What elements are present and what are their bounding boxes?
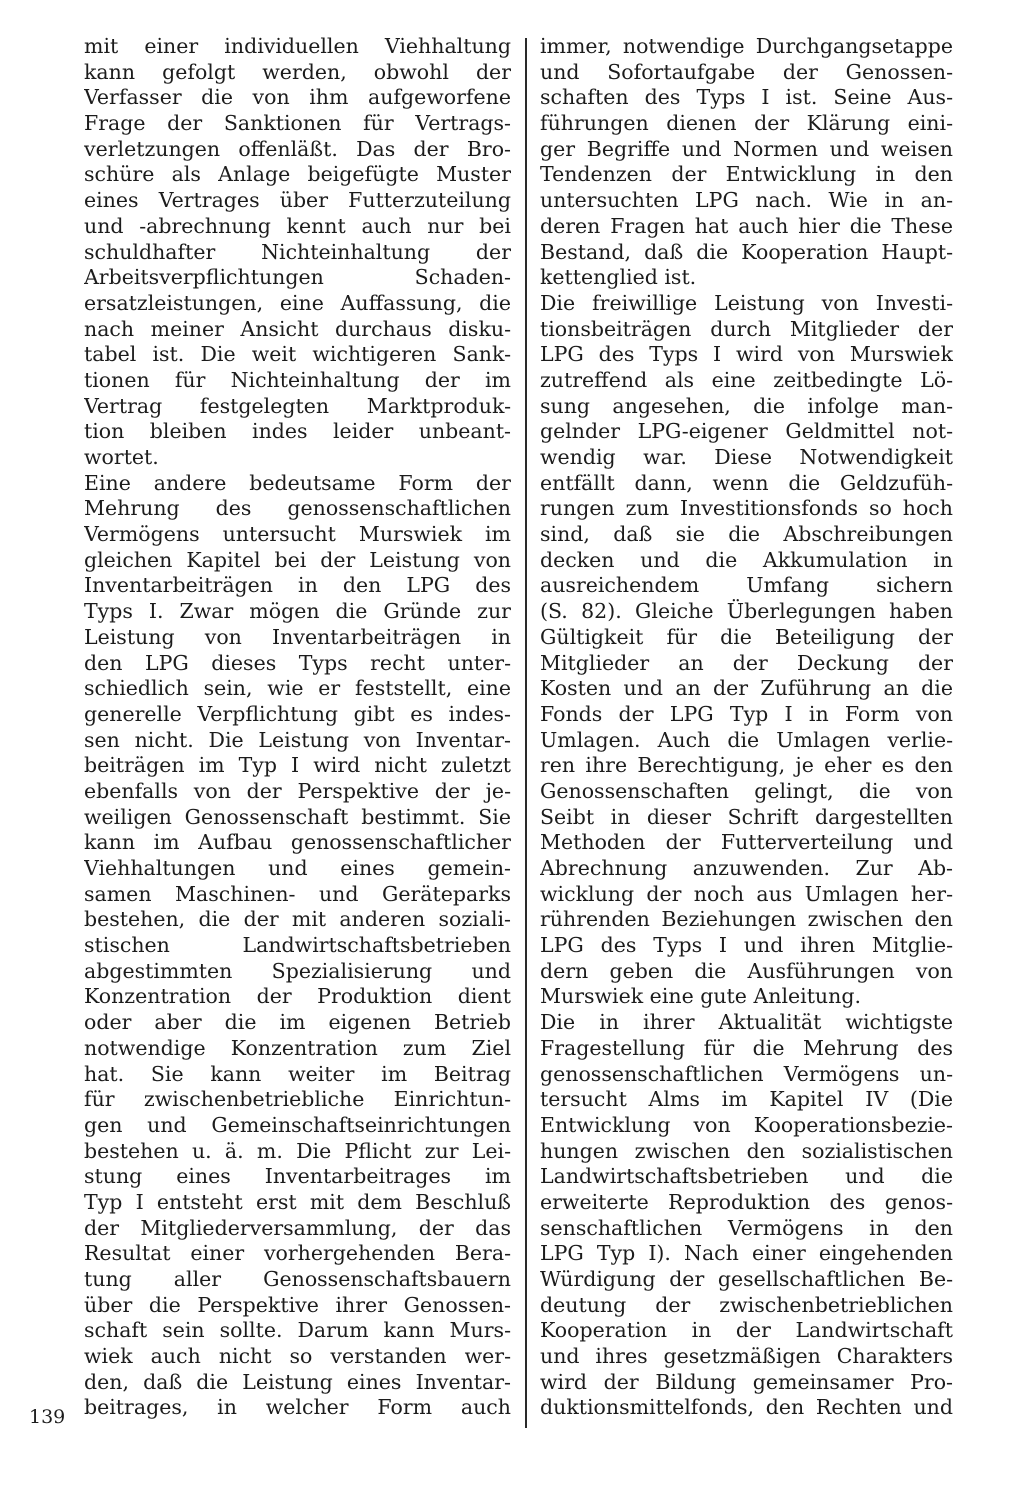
text-line: beiträgen im Typ I wird nicht zuletzt bbox=[84, 753, 511, 778]
text-line: tabel ist. Die weit wichtigeren Sank- bbox=[84, 342, 511, 367]
text-line: verletzungen offenläßt. Das der Bro- bbox=[84, 136, 511, 161]
text-line: Frage der Sanktionen für Vertrags- bbox=[84, 111, 511, 136]
text-line: schuldhafter Nichteinhaltung der bbox=[84, 239, 511, 264]
text-line: beitrages, in welcher Form auch bbox=[84, 1395, 511, 1420]
text-line: immer, notwendige Durchgangsetappe bbox=[540, 34, 953, 58]
text-line: gelnder LPG-eigener Geldmittel not- bbox=[540, 419, 953, 444]
text-line: schaften des Typs I ist. Seine Aus- bbox=[540, 85, 953, 110]
right-text-column bbox=[540, 34, 953, 1421]
text-line: (S. 82). Gleiche Überlegungen haben bbox=[540, 599, 953, 624]
text-line: wiek auch nicht so verstanden wer- bbox=[84, 1344, 511, 1369]
text-line: LPG des Typs I und ihren Mitglie- bbox=[540, 933, 953, 958]
text-line: schüre als Anlage beigefügte Muster bbox=[84, 162, 511, 187]
text-line: Tendenzen der Entwicklung in den bbox=[540, 162, 953, 187]
text-line: oder aber die im eigenen Betrieb bbox=[84, 1010, 511, 1035]
text-line: abgestimmten Spezialisierung und bbox=[84, 958, 511, 983]
text-line: Leistung von Inventarbeiträgen in bbox=[84, 624, 511, 649]
text-line: Bestand, daß die Kooperation Haupt- bbox=[540, 239, 953, 264]
text-line: genossenschaftlichen Vermögens un- bbox=[540, 1061, 953, 1086]
text-line: Mehrung des genossenschaftlichen bbox=[84, 496, 511, 521]
text-line: tionsbeiträgen durch Mitglieder der bbox=[540, 316, 953, 341]
text-line: weiligen Genossenschaft bestimmt. Sie bbox=[84, 804, 511, 829]
text-line: LPG Typ I). Nach einer eingehenden bbox=[540, 1241, 953, 1266]
text-line: tion bleiben indes leider unbeant- bbox=[84, 419, 511, 444]
text-line: Typs I. Zwar mögen die Gründe zur bbox=[84, 599, 511, 624]
text-line: deren Fragen hat auch hier die These bbox=[540, 213, 953, 238]
text-line: Inventarbeiträgen in den LPG des bbox=[84, 573, 511, 598]
text-line: rührenden Beziehungen zwischen den bbox=[540, 907, 953, 932]
text-line: ger Begriffe und Normen und weisen bbox=[540, 136, 953, 161]
text-line: sind, daß sie die Abschreibungen bbox=[540, 522, 953, 547]
text-line: notwendige Konzentration zum Ziel bbox=[84, 1035, 511, 1060]
text-line: bestehen, die der mit anderen soziali- bbox=[84, 907, 511, 932]
text-line: wendig war. Diese Notwendigkeit bbox=[540, 445, 953, 469]
text-line: den, daß die Leistung eines Inventar- bbox=[84, 1369, 511, 1394]
text-line: duktionsmittelfonds, den Rechten und bbox=[540, 1395, 953, 1420]
text-line: ausreichendem Umfang sichern bbox=[540, 573, 953, 598]
text-line: sung angesehen, die infolge man- bbox=[540, 393, 953, 418]
text-line: Eine andere bedeutsame Form der bbox=[84, 470, 511, 495]
text-line: zutreffend als eine zeitbedingte Lö- bbox=[540, 367, 953, 392]
text-line: Genossenschaften gelingt, die von bbox=[540, 778, 953, 803]
text-line: eines Vertrages über Futterzuteilung bbox=[84, 188, 511, 213]
text-line: untersuchten LPG nach. Wie in an- bbox=[540, 188, 953, 213]
text-line: Konzentration der Produktion dient bbox=[84, 984, 511, 1009]
text-line: dern geben die Ausführungen von bbox=[540, 958, 953, 983]
text-line: für zwischenbetriebliche Einrichtun- bbox=[84, 1087, 511, 1112]
text-line: mit einer individuellen Viehhaltung bbox=[84, 34, 511, 58]
text-line: LPG des Typs I wird von Murswiek bbox=[540, 342, 953, 367]
text-line: Seibt in dieser Schrift dargestellten bbox=[540, 804, 953, 829]
text-line: stung eines Inventarbeitrages im bbox=[84, 1164, 511, 1189]
text-line: generelle Verpflichtung gibt es indes- bbox=[84, 701, 511, 726]
text-line: Würdigung der gesellschaftlichen Be- bbox=[540, 1267, 953, 1291]
text-line: tersucht Alms im Kapitel IV (Die bbox=[540, 1087, 953, 1112]
text-line: Fragestellung für die Mehrung des bbox=[540, 1035, 953, 1060]
text-line: Kosten und an der Zuführung an die bbox=[540, 676, 953, 701]
text-line: erweiterte Reproduktion des genos- bbox=[540, 1189, 953, 1214]
text-line: über die Perspektive ihrer Genossen- bbox=[84, 1292, 511, 1317]
text-line: tionen für Nichteinhaltung der im bbox=[84, 367, 511, 392]
page-number: 139 bbox=[29, 1406, 66, 1428]
text-line: Arbeitsverpflichtungen Schaden- bbox=[84, 265, 511, 290]
text-line: bestehen u. ä. m. Die Pflicht zur Lei- bbox=[84, 1138, 511, 1163]
text-line: und ihres gesetzmäßigen Charakters bbox=[540, 1344, 953, 1369]
text-line: und Sofortaufgabe der Genossen- bbox=[540, 59, 953, 84]
text-line: Fonds der LPG Typ I in Form von bbox=[540, 701, 953, 726]
text-line: Methoden der Futterverteilung und bbox=[540, 830, 953, 855]
text-line: ersatzleistungen, eine Auffassung, die bbox=[84, 290, 511, 315]
text-line: tung aller Genossenschaftsbauern bbox=[84, 1267, 511, 1291]
text-line: führungen dienen der Klärung eini- bbox=[540, 111, 953, 136]
text-line: wortet. bbox=[84, 445, 159, 469]
text-line: und -abrechnung kennt auch nur bei bbox=[84, 213, 511, 238]
text-line: gleichen Kapitel bei der Leistung von bbox=[84, 547, 511, 572]
text-line: Viehhaltungen und eines gemein- bbox=[84, 856, 511, 880]
text-line: der Mitgliederversammlung, der das bbox=[84, 1215, 511, 1240]
text-line: Verfasser die von ihm aufgeworfene bbox=[84, 85, 511, 110]
text-line: kann im Aufbau genossenschaftlicher bbox=[84, 830, 511, 855]
text-line: Die freiwillige Leistung von Investi- bbox=[540, 290, 953, 315]
text-line: kettenglied ist. bbox=[540, 265, 697, 290]
text-line: Resultat einer vorhergehenden Bera- bbox=[84, 1241, 511, 1266]
text-line: Vermögens untersucht Murswiek im bbox=[84, 522, 511, 547]
text-line: ebenfalls von der Perspektive der je- bbox=[84, 778, 511, 803]
text-line: wicklung der noch aus Umlagen her- bbox=[540, 881, 953, 906]
text-line: Umlagen. Auch die Umlagen verlie- bbox=[540, 727, 953, 752]
text-line: Vertrag festgelegten Marktproduk- bbox=[84, 393, 511, 418]
text-line: decken und die Akkumulation in bbox=[540, 547, 953, 572]
text-line: den LPG dieses Typs recht unter- bbox=[84, 650, 511, 675]
text-line: gen und Gemeinschaftseinrichtungen bbox=[84, 1112, 511, 1137]
text-line: Die in ihrer Aktualität wichtigste bbox=[540, 1010, 953, 1035]
column-divider bbox=[525, 38, 527, 1428]
left-text-column bbox=[84, 34, 511, 1421]
text-line: wird der Bildung gemeinsamer Pro- bbox=[540, 1369, 953, 1394]
text-line: Abrechnung anzuwenden. Zur Ab- bbox=[540, 856, 953, 880]
text-line: schaft sein sollte. Darum kann Murs- bbox=[84, 1318, 511, 1343]
text-line: hungen zwischen den sozialistischen bbox=[540, 1138, 953, 1163]
text-line: Landwirtschaftsbetrieben und die bbox=[540, 1164, 953, 1189]
text-line: kann gefolgt werden, obwohl der bbox=[84, 59, 511, 84]
text-line: hat. Sie kann weiter im Beitrag bbox=[84, 1061, 511, 1086]
text-line: nach meiner Ansicht durchaus disku- bbox=[84, 316, 511, 341]
text-line: Mitglieder an der Deckung der bbox=[540, 650, 953, 675]
text-line: stischen Landwirtschaftsbetrieben bbox=[84, 933, 511, 958]
text-line: schiedlich sein, wie er feststellt, eine bbox=[84, 676, 511, 701]
text-line: deutung der zwischenbetrieblichen bbox=[540, 1292, 953, 1317]
text-line: samen Maschinen- und Geräteparks bbox=[84, 881, 511, 906]
text-line: ren ihre Berechtigung, je eher es den bbox=[540, 753, 953, 778]
text-line: Gültigkeit für die Beteiligung der bbox=[540, 624, 953, 649]
text-line: Kooperation in der Landwirtschaft bbox=[540, 1318, 953, 1343]
text-line: Entwicklung von Kooperationsbezie- bbox=[540, 1112, 953, 1137]
text-line: Typ I entsteht erst mit dem Beschluß bbox=[84, 1189, 511, 1214]
text-line: senschaftlichen Vermögens in den bbox=[540, 1215, 953, 1240]
text-line: entfällt dann, wenn die Geldzufüh- bbox=[540, 470, 953, 495]
text-line: sen nicht. Die Leistung von Inventar- bbox=[84, 727, 511, 752]
text-line: Murswiek eine gute Anleitung. bbox=[540, 984, 861, 1009]
text-line: rungen zum Investitionsfonds so hoch bbox=[540, 496, 953, 521]
